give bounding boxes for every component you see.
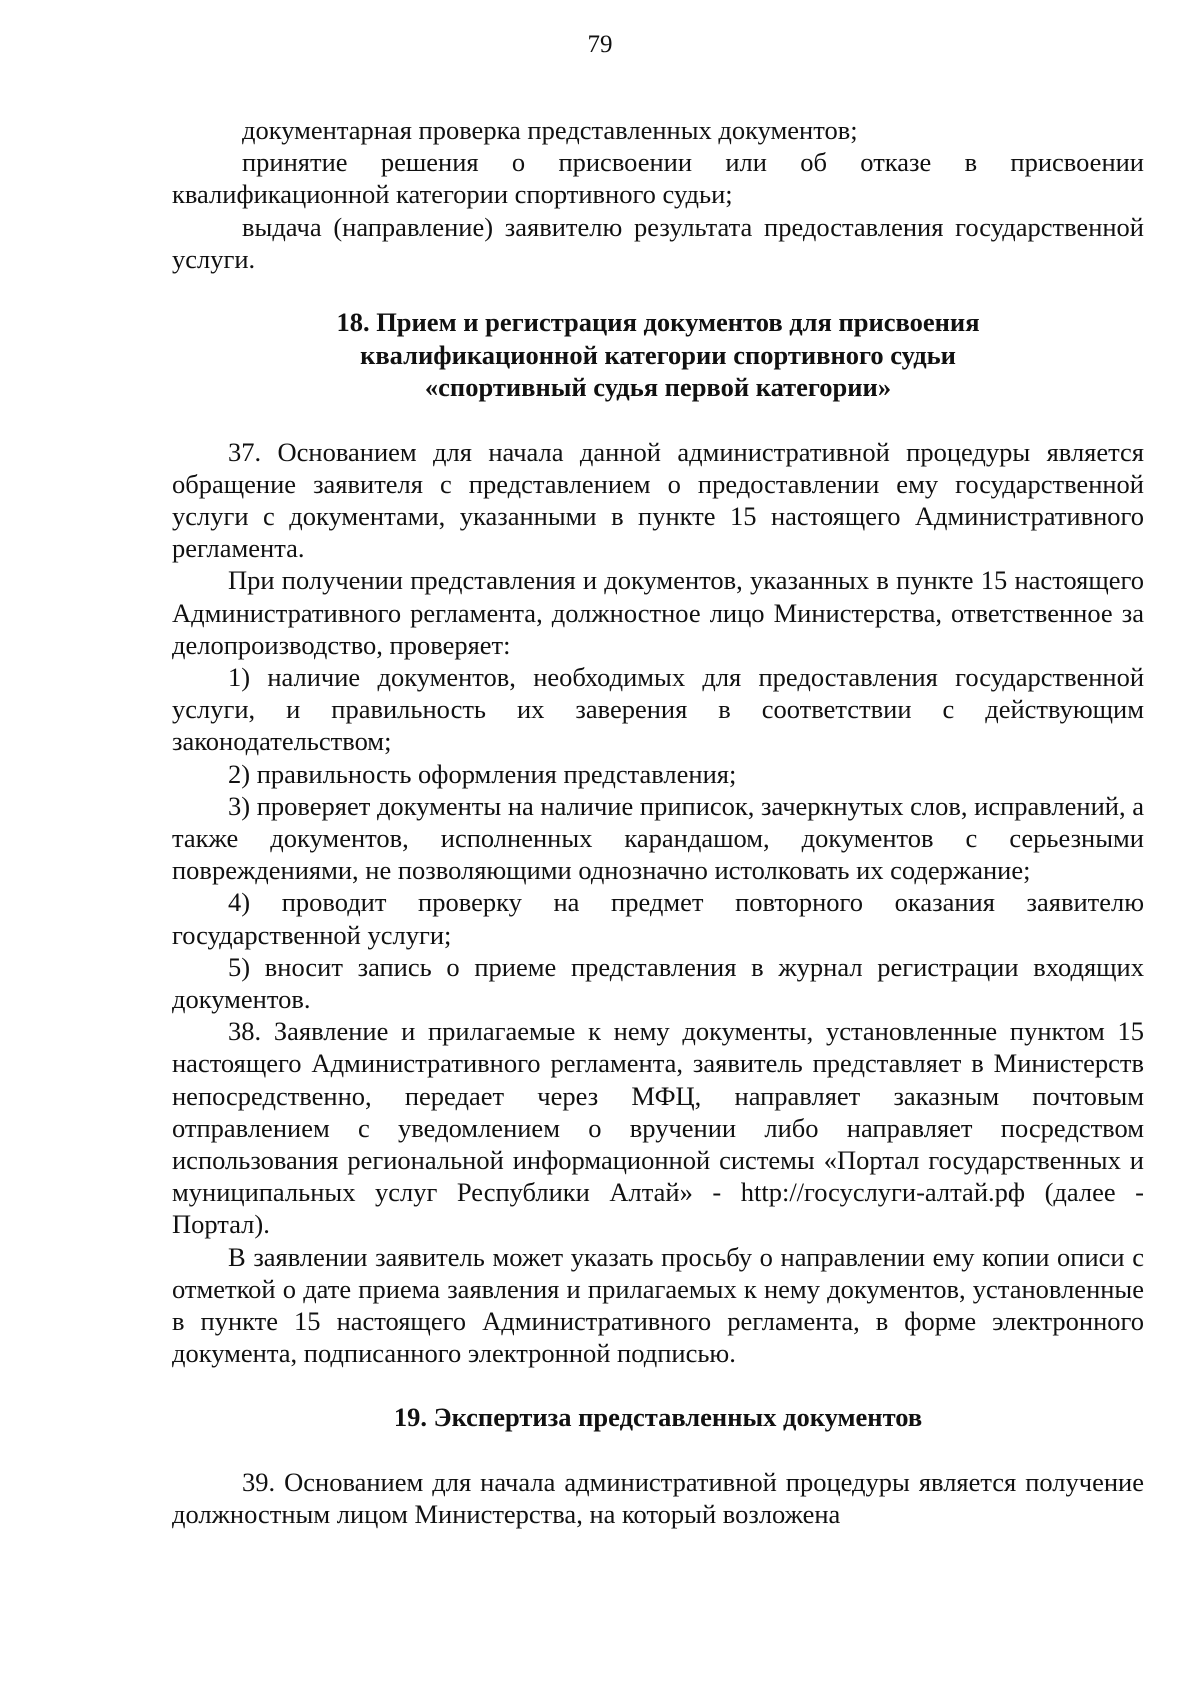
section-18-title-line: квалификационной категории спортивного судьи <box>360 339 956 370</box>
intro-paragraph: документарная проверка представленных документов; <box>242 115 858 145</box>
check-item-4: 4) проводит проверку на предмет повторного оказания заявителю государственной услуги; <box>172 887 1144 950</box>
paragraph-38: 38. Заявление и прилагаемые к нему документы, установленные пунктом 15 настоящего Административного регламента, заявитель представляет в Министерств непосредственно, передает через МФЦ, направляет заказным почтовым отправлением с уведомлением о вручении либо направляет посредством использования региональной информационной системы «Портал государственных и муниципальных услуг Республики Алтай» - http://госуслуги-алтай.рф (далее - Портал). <box>172 1016 1144 1240</box>
section-18-title-line: 18. Прием и регистрация документов для присвоения <box>336 307 980 338</box>
check-item-5: 5) вносит запись о приеме представления в журнал регистрации входящих документов. <box>172 951 1144 1014</box>
paragraph-37: 37. Основанием для начала данной административной процедуры является обращение заявителя с представлением о предоставлении ему государственной услуги с документами, указанными в пункте 15 настоящего Административного регламента. <box>172 436 1144 564</box>
paragraph-copy-request: В заявлении заявитель может указать просьбу о направлении ему копии описи с отметкой о дате приема заявления и прилагаемых к нему документов, установленные в пункте 15 настоящего Административного регламента, в форме электронного документа, подписанного электронной подписью. <box>172 1241 1144 1369</box>
section-18-title-line: «спортивный судья первой категории» <box>424 372 892 403</box>
paragraph-checks-intro: При получении представления и документов, указанных в пункте 15 настоящего Административного регламента, должностное лицо Министерства, ответственное за делопроизводство, проверяет: <box>172 565 1144 660</box>
check-item-1: 1) наличие документов, необходимых для предоставления государственной услуги, и правильность их заверения в соответствии с действующим законодательством; <box>172 661 1144 757</box>
paragraph-39: 39. Основанием для начала административной процедуры является получение должностным лицом Министерства, на который возложена <box>172 1466 1144 1530</box>
section-19-heading: 19. Экспертиза представленных документов <box>393 1402 923 1433</box>
page-number: 79 <box>587 31 613 58</box>
section-18-heading <box>172 306 1144 404</box>
check-item-2: 2) правильность оформления представления; <box>228 758 737 789</box>
check-item-3: 3) проверяет документы на наличие приписок, зачеркнутых слов, исправлений, а также документов, исполненных карандашом, документов с серьезными повреждениями, не позволяющими однозначно истолковать их содержание; <box>172 790 1144 886</box>
intro-paragraph: выдача (направление) заявителю результата предоставления государственной услуги. <box>172 211 1144 274</box>
intro-paragraph: принятие решения о присвоении или об отказе в присвоении квалификационной категории спортивного судьи; <box>172 147 1144 210</box>
document-body <box>172 114 1144 1530</box>
